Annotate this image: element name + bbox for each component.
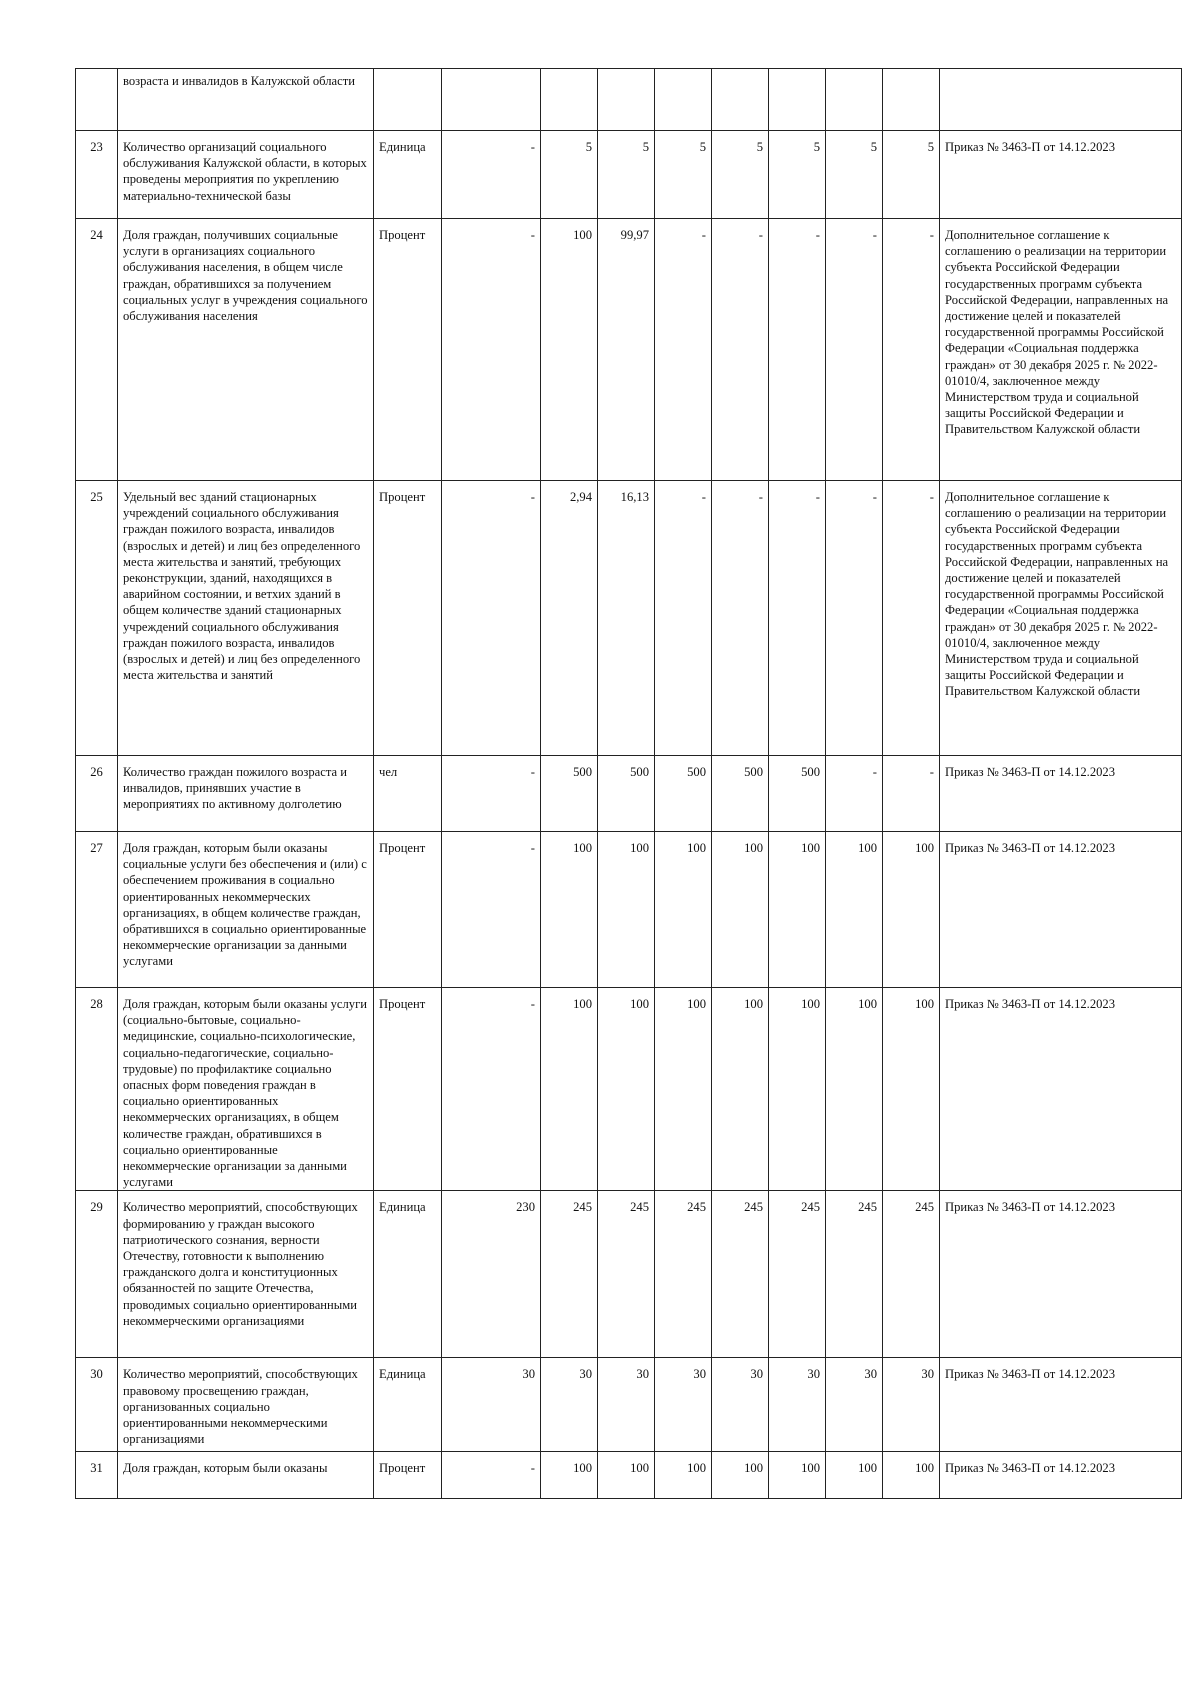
indicator-value: - <box>442 219 541 481</box>
unit-of-measure: Процент <box>374 1452 442 1499</box>
indicator-value: 245 <box>655 1191 712 1358</box>
indicator-value: 100 <box>769 1452 826 1499</box>
indicator-value <box>541 69 598 131</box>
indicator-value <box>712 69 769 131</box>
row-number: 30 <box>76 1358 118 1452</box>
table-row <box>76 1358 1182 1452</box>
indicator-value: 245 <box>598 1191 655 1358</box>
indicator-value: 100 <box>769 832 826 988</box>
indicator-value: 5 <box>712 131 769 219</box>
indicator-value: 245 <box>769 1191 826 1358</box>
source-document: Приказ № 3463-П от 14.12.2023 <box>940 988 1182 1191</box>
indicator-value: 30 <box>712 1358 769 1452</box>
indicator-value: - <box>655 219 712 481</box>
indicator-value: 245 <box>541 1191 598 1358</box>
row-number: 26 <box>76 756 118 832</box>
unit-of-measure: Процент <box>374 481 442 756</box>
indicator-value: 100 <box>712 1452 769 1499</box>
source-document: Приказ № 3463-П от 14.12.2023 <box>940 1191 1182 1358</box>
indicator-value: 245 <box>883 1191 940 1358</box>
indicator-value: - <box>712 219 769 481</box>
indicator-value: 30 <box>442 1358 541 1452</box>
table-row <box>76 832 1182 988</box>
indicator-value: 100 <box>883 832 940 988</box>
indicator-value: 16,13 <box>598 481 655 756</box>
row-number <box>76 69 118 131</box>
unit-of-measure: Процент <box>374 988 442 1191</box>
indicator-value: - <box>442 988 541 1191</box>
indicator-value: 100 <box>826 1452 883 1499</box>
source-document: Дополнительное соглашение к соглашению о реализации на территории субъекта Российской Федерации государственных программ субъекта Российской Федерации, направленных на достижение целей и показателей государственной программы Российской Федерации «Социальная поддержка граждан» от 30 декабря 2025 г. № 2022-01010/4, заключенное между Министерством труда и социальной защиты Российской Федерации и Правительством Калужской области <box>940 219 1182 481</box>
indicator-value <box>826 69 883 131</box>
indicator-value <box>769 69 826 131</box>
indicator-name: возраста и инвалидов в Калужской области <box>118 69 374 131</box>
indicator-value: - <box>826 481 883 756</box>
indicator-value: 5 <box>769 131 826 219</box>
indicator-value: - <box>883 756 940 832</box>
indicator-value: 100 <box>712 832 769 988</box>
indicator-name: Удельный вес зданий стационарных учреждений социального обслуживания граждан пожилого возраста, инвалидов (взрослых и детей) и лиц без определенного места жительства и занятий, требующих реконструкции, зданий, находящихся в аварийном состоянии, и ветхих зданий в общем количестве зданий стационарных учреждений социального обслуживания граждан пожилого возраста, инвалидов (взрослых и детей) и лиц без определенного места жительства и занятий <box>118 481 374 756</box>
table-row <box>76 1191 1182 1358</box>
indicator-value: 100 <box>655 1452 712 1499</box>
indicator-value: 30 <box>883 1358 940 1452</box>
indicator-value: 500 <box>655 756 712 832</box>
indicator-value: 230 <box>442 1191 541 1358</box>
indicator-value: 30 <box>598 1358 655 1452</box>
indicator-name: Доля граждан, которым были оказаны социальные услуги без обеспечения и (или) с обеспечением проживания в социально ориентированных некоммерческих организациях, в общем количестве граждан, обратившихся в социально ориентированные некоммерческие организации за данными услугами <box>118 832 374 988</box>
table-row <box>76 988 1182 1191</box>
unit-of-measure: Единица <box>374 131 442 219</box>
indicator-value: 245 <box>826 1191 883 1358</box>
indicator-value: 500 <box>712 756 769 832</box>
indicator-value: 100 <box>655 988 712 1191</box>
unit-of-measure: Единица <box>374 1191 442 1358</box>
indicator-value: - <box>442 1452 541 1499</box>
indicator-name: Количество мероприятий, способствующих правовому просвещению граждан, организованных социально ориентированными некоммерческими организациями <box>118 1358 374 1452</box>
indicator-name: Количество мероприятий, способствующих формированию у граждан высокого патриотического сознания, верности Отечеству, готовности к выполнению гражданского долга и конституционных обязанностей по защите Отечества, проводимых социально ориентированными некоммерческими организациями <box>118 1191 374 1358</box>
source-document: Приказ № 3463-П от 14.12.2023 <box>940 1358 1182 1452</box>
indicator-value: - <box>826 756 883 832</box>
indicator-value: 100 <box>541 832 598 988</box>
source-document: Приказ № 3463-П от 14.12.2023 <box>940 1452 1182 1499</box>
table-row <box>76 481 1182 756</box>
indicator-name: Количество граждан пожилого возраста и инвалидов, принявших участие в мероприятиях по активному долголетию <box>118 756 374 832</box>
indicator-name: Количество организаций социального обслуживания Калужской области, в которых проведены мероприятия по укреплению материально-технической базы <box>118 131 374 219</box>
indicator-value: 100 <box>712 988 769 1191</box>
indicator-name: Доля граждан, получивших социальные услуги в организациях социального обслуживания населения, в общем числе граждан, обратившихся за получением социальных услуг в учреждения социального обслуживания населения <box>118 219 374 481</box>
indicator-name: Доля граждан, которым были оказаны <box>118 1452 374 1499</box>
indicator-value: 100 <box>541 1452 598 1499</box>
indicator-value: 5 <box>598 131 655 219</box>
indicator-value: 500 <box>598 756 655 832</box>
indicator-value: 100 <box>598 988 655 1191</box>
table-row <box>76 1452 1182 1499</box>
indicator-value: - <box>442 131 541 219</box>
indicator-value: 100 <box>541 988 598 1191</box>
unit-of-measure: чел <box>374 756 442 832</box>
row-number: 25 <box>76 481 118 756</box>
row-number: 23 <box>76 131 118 219</box>
table-row <box>76 756 1182 832</box>
table-row <box>76 219 1182 481</box>
indicator-value: 500 <box>769 756 826 832</box>
indicator-value <box>655 69 712 131</box>
indicator-value: 100 <box>769 988 826 1191</box>
indicator-value: - <box>442 832 541 988</box>
indicator-value: 100 <box>598 1452 655 1499</box>
indicator-value: 30 <box>769 1358 826 1452</box>
unit-of-measure: Процент <box>374 832 442 988</box>
indicator-value: - <box>769 219 826 481</box>
indicator-value: 2,94 <box>541 481 598 756</box>
indicator-value: 500 <box>541 756 598 832</box>
indicator-value: 5 <box>541 131 598 219</box>
indicator-value: 5 <box>826 131 883 219</box>
row-number: 24 <box>76 219 118 481</box>
source-document: Дополнительное соглашение к соглашению о реализации на территории субъекта Российской Федерации государственных программ субъекта Российской Федерации, направленных на достижение целей и показателей государственной программы Российской Федерации «Социальная поддержка граждан» от 30 декабря 2025 г. № 2022-01010/4, заключенное между Министерством труда и социальной защиты Российской Федерации и Правительством Калужской области <box>940 481 1182 756</box>
indicator-value: - <box>442 756 541 832</box>
indicator-value: - <box>442 481 541 756</box>
row-number: 27 <box>76 832 118 988</box>
indicator-value: 100 <box>883 988 940 1191</box>
indicator-value: 100 <box>826 988 883 1191</box>
indicator-value: 30 <box>826 1358 883 1452</box>
row-number: 31 <box>76 1452 118 1499</box>
row-number: 29 <box>76 1191 118 1358</box>
indicator-value: 100 <box>883 1452 940 1499</box>
indicator-value: 30 <box>655 1358 712 1452</box>
source-document: Приказ № 3463-П от 14.12.2023 <box>940 756 1182 832</box>
table-row <box>76 131 1182 219</box>
indicator-value: 100 <box>655 832 712 988</box>
indicator-value: - <box>769 481 826 756</box>
indicator-value: 5 <box>655 131 712 219</box>
indicator-value: - <box>883 219 940 481</box>
source-document: Приказ № 3463-П от 14.12.2023 <box>940 832 1182 988</box>
unit-of-measure: Единица <box>374 1358 442 1452</box>
unit-of-measure <box>374 69 442 131</box>
indicator-value: 245 <box>712 1191 769 1358</box>
indicator-value <box>442 69 541 131</box>
indicator-value: 100 <box>541 219 598 481</box>
row-number: 28 <box>76 988 118 1191</box>
source-document <box>940 69 1182 131</box>
indicator-value: 99,97 <box>598 219 655 481</box>
indicators-table <box>75 68 1182 1499</box>
indicator-value: - <box>883 481 940 756</box>
indicator-value <box>883 69 940 131</box>
source-document: Приказ № 3463-П от 14.12.2023 <box>940 131 1182 219</box>
indicator-value: - <box>655 481 712 756</box>
indicator-value: 30 <box>541 1358 598 1452</box>
indicator-value: 100 <box>598 832 655 988</box>
indicator-value: 100 <box>826 832 883 988</box>
indicator-value: 5 <box>883 131 940 219</box>
indicator-name: Доля граждан, которым были оказаны услуги (социально-бытовые, социально-медицинские, социально-психологические, социально-педагогические, социально-трудовые) по профилактике социально опасных форм поведения граждан в социально ориентированных некоммерческих организациях, в общем количестве граждан, обратившихся в социально ориентированные некоммерческие организации за данными услугами <box>118 988 374 1191</box>
table-row <box>76 69 1182 131</box>
indicator-value: - <box>712 481 769 756</box>
indicator-value: - <box>826 219 883 481</box>
indicator-value <box>598 69 655 131</box>
unit-of-measure: Процент <box>374 219 442 481</box>
